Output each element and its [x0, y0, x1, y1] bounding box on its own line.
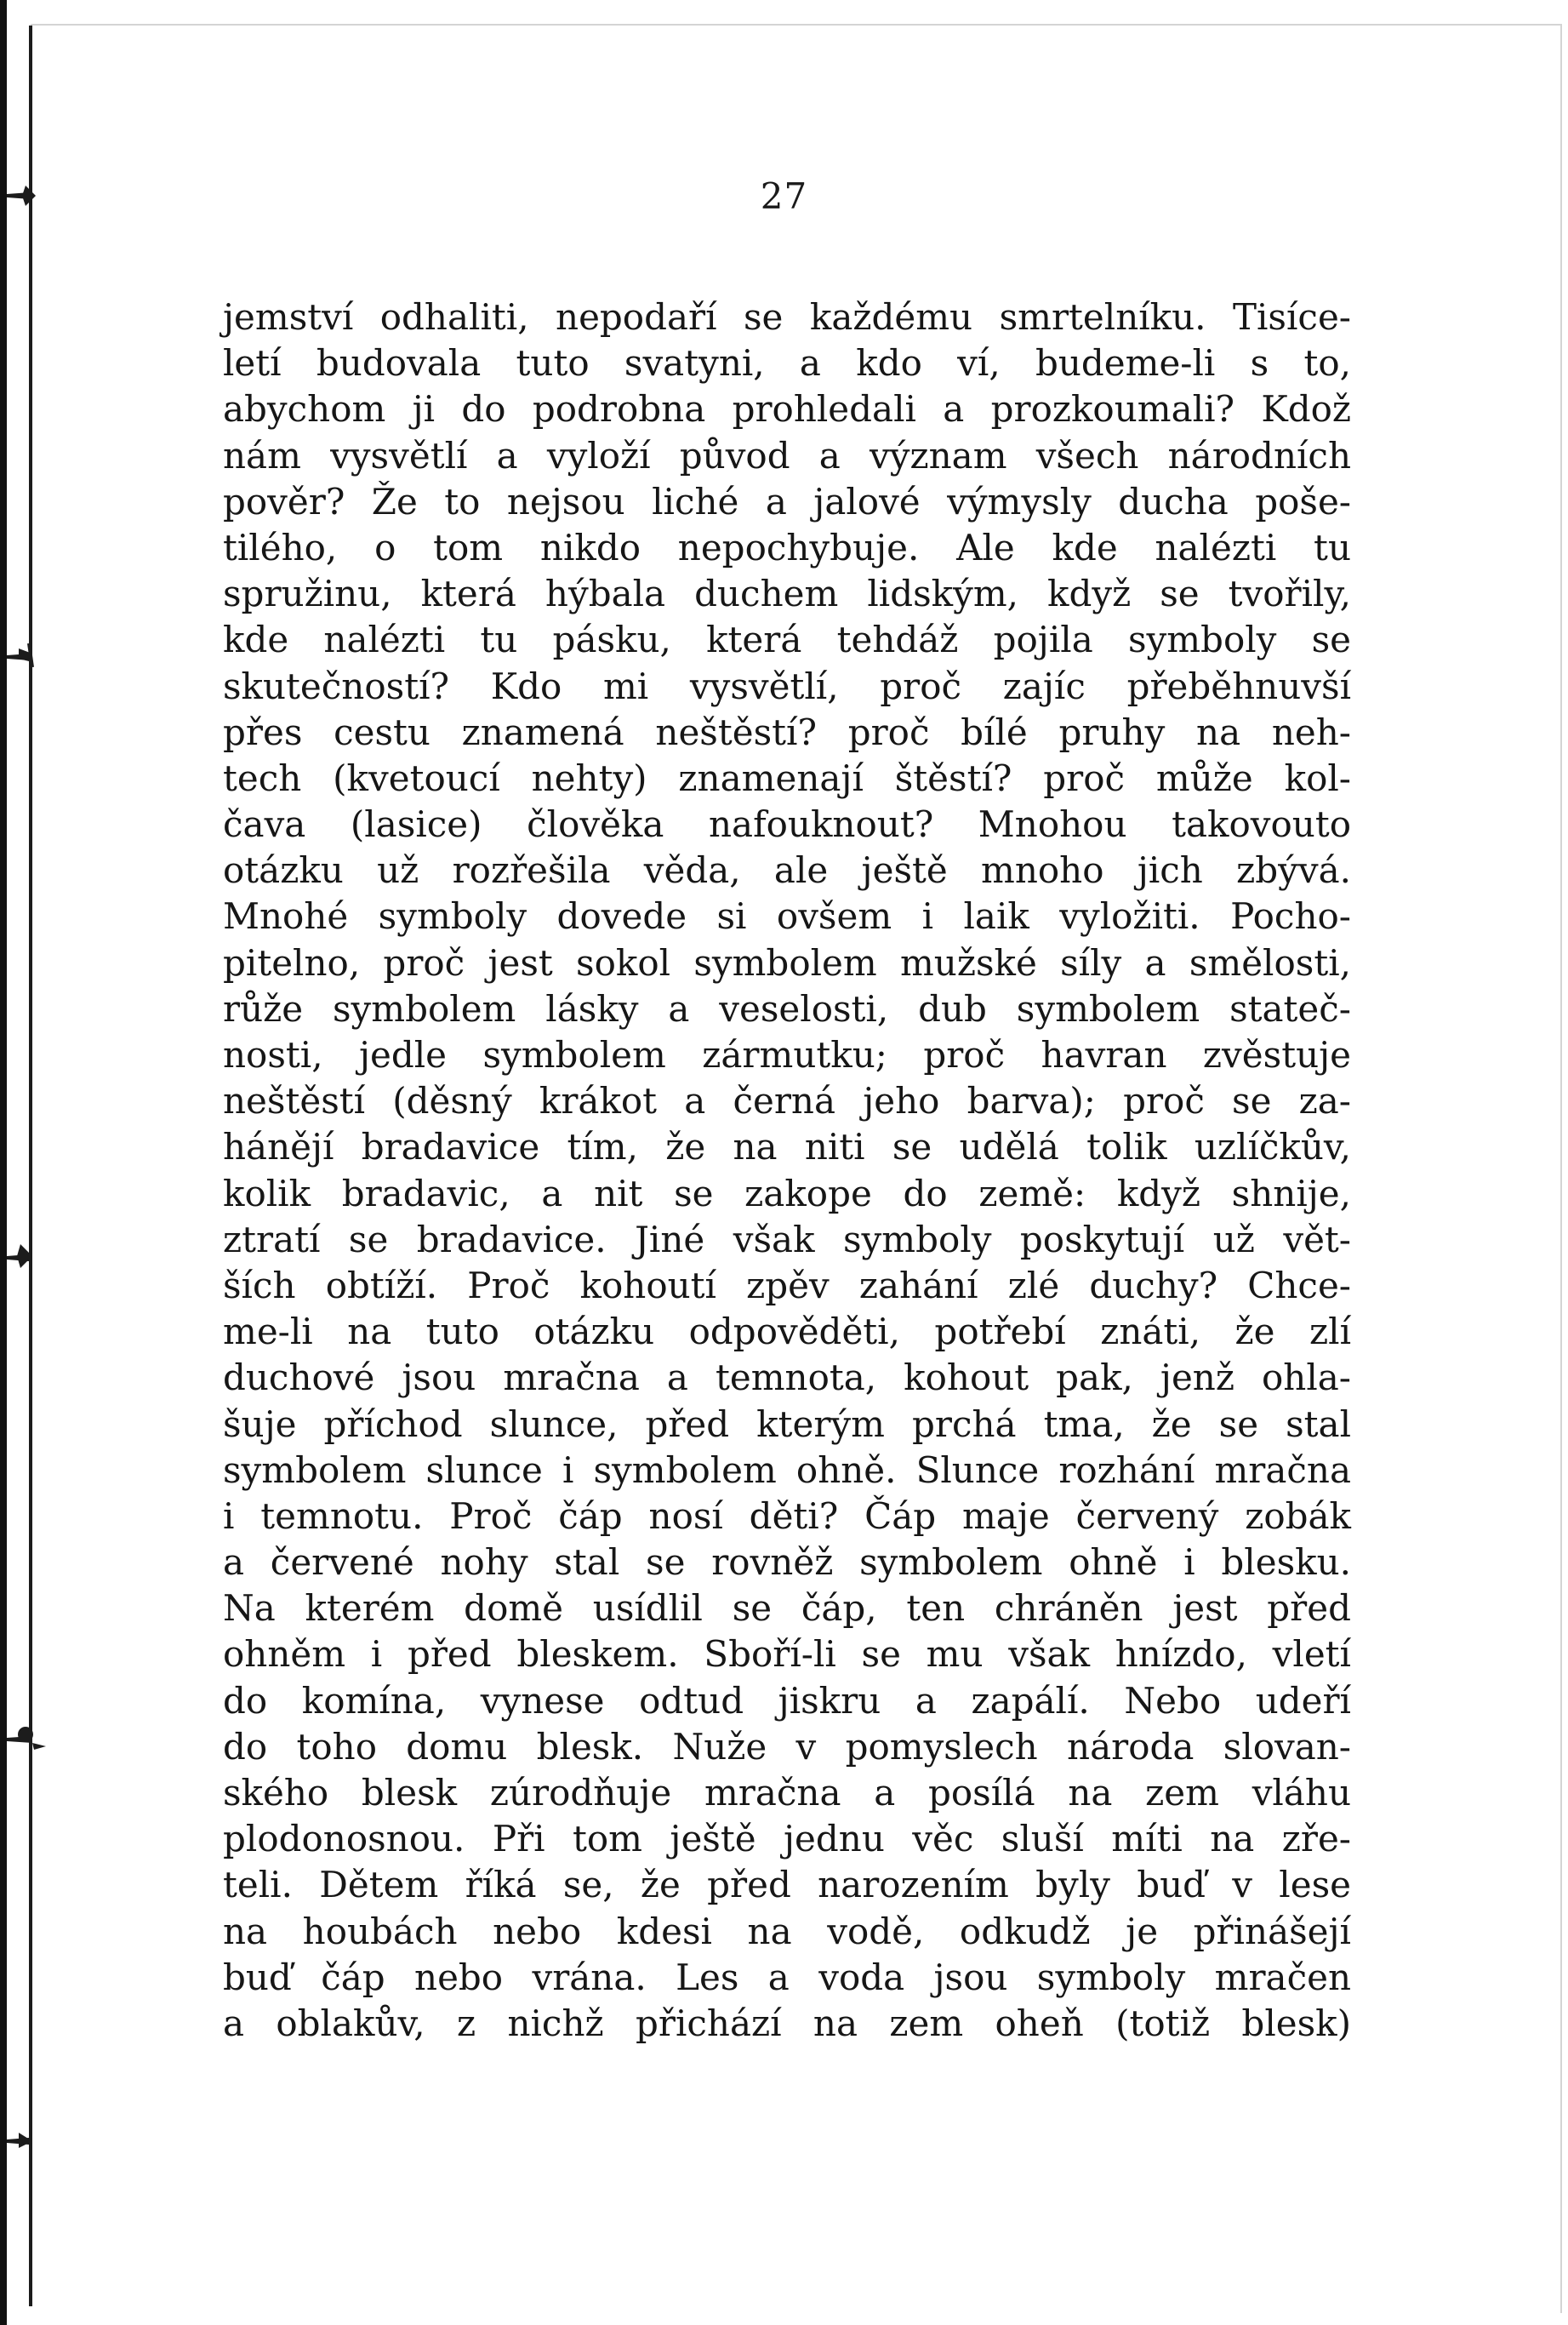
binding-line [29, 26, 32, 2306]
text-line: do toho domu blesk. Nuže v pomyslech národa slovan- [223, 1725, 1351, 1768]
body-text [223, 294, 1351, 2047]
text-line: tech (kvetoucí nehty) znamenají štěstí? proč může kol- [223, 757, 1351, 799]
text-line: šuje příchod slunce, před kterým prchá tma, že se stal [223, 1402, 1351, 1445]
text-line: hánějí bradavice tím, že na niti se udělá tolik uzlíčkův, [223, 1126, 1351, 1168]
text-line: Na kterém domě usídlil se čáp, ten chráněn jest před [223, 1587, 1351, 1630]
text-line: ohněm i před bleskem. Sboří-li se mu však hnízdo, vletí [223, 1633, 1351, 1676]
text-line: spružinu, která hýbala duchem lidským, když se tvořily, [223, 573, 1351, 615]
text-line: tilého, o tom nikdo nepochybuje. Ale kde nalézti tu [223, 526, 1351, 568]
scan-frame-top [31, 24, 1562, 26]
text-line: teli. Dětem říká se, že před narozením byly buď v lese [223, 1864, 1351, 1906]
binding-mark-icon [7, 625, 54, 684]
text-line: letí budovala tuto svatyni, a kdo ví, budeme-li s to, [223, 342, 1351, 385]
page-number: 27 [760, 175, 808, 217]
text-line: symbolem slunce i symbolem ohně. Slunce rozhání mračna [223, 1448, 1351, 1491]
text-line: nosti, jedle symbolem zármutku; proč havran zvěstuje [223, 1034, 1351, 1076]
scan-left-edge [0, 0, 7, 2325]
text-line: skutečností? Kdo mi vysvětlí, proč zajíc přeběhnuvší [223, 665, 1351, 707]
text-line: růže symbolem lásky a veselosti, dub symbolem stateč- [223, 987, 1351, 1030]
text-line: neštěstí (děsný krákot a černá jeho barva); proč se za- [223, 1080, 1351, 1123]
text-line: do komína, vynese odtud jiskru a zapálí. Nebo udeří [223, 1679, 1351, 1722]
text-line: kde nalézti tu pásku, která tehdáž pojila symboly se [223, 619, 1351, 661]
text-line: přes cestu znamená neštěstí? proč bílé pruhy na neh- [223, 711, 1351, 753]
text-line: i temnotu. Proč čáp nosí děti? Čáp maje červený zobák [223, 1494, 1351, 1537]
text-line: ších obtíží. Proč kohoutí zpěv zahání zlé duchy? Chce- [223, 1264, 1351, 1306]
text-line: Mnohé symboly dovede si ovšem i laik vyložiti. Pocho- [223, 895, 1351, 938]
binding-mark-icon [7, 2109, 54, 2168]
text-line: a červené nohy stal se rovněž symbolem ohně i blesku. [223, 1541, 1351, 1584]
text-line: na houbách nebo kdesi na vodě, odkudž je přinášejí [223, 1910, 1351, 1952]
text-line: pitelno, proč jest sokol symbolem mužské síly a smělosti, [223, 941, 1351, 984]
text-line: abychom ji do podrobna prohledali a prozkoumali? Kdož [223, 388, 1351, 431]
scan-frame-right [1560, 24, 1562, 2313]
text-line: ského blesk zúrodňuje mračna a posílá na zem vláhu [223, 1772, 1351, 1814]
text-line: buď čáp nebo vrána. Les a voda jsou symboly mračen [223, 1956, 1351, 1998]
text-line: pověr? Že to nejsou liché a jalové výmysly ducha poše- [223, 480, 1351, 523]
text-line: čava (lasice) člověka nafouknout? Mnohou takovouto [223, 803, 1351, 846]
text-line: plodonosnou. Při tom ještě jednu věc sluší míti na zře- [223, 1818, 1351, 1860]
text-line: a oblakův, z nichž přichází na zem oheň (totiž blesk) [223, 2002, 1351, 2044]
binding-mark-icon [7, 1705, 54, 1765]
text-line: kolik bradavic, a nit se zakope do země: když shnije, [223, 1172, 1351, 1214]
text-line: duchové jsou mračna a temnota, kohout pak, jenž ohla- [223, 1357, 1351, 1399]
binding-mark-icon [7, 1225, 54, 1285]
text-line: jemství odhaliti, nepodaří se každému smrtelníku. Tisíce- [223, 296, 1351, 338]
text-line: me-li na tuto otázku odpověděti, potřebí znáti, že zlí [223, 1311, 1351, 1353]
text-line: nám vysvětlí a vyloží původ a význam všech národních [223, 434, 1351, 477]
text-line: otázku už rozřešila věda, ale ještě mnoho jich zbývá. [223, 849, 1351, 892]
text-line: ztratí se bradavice. Jiné však symboly poskytují už vět- [223, 1218, 1351, 1260]
